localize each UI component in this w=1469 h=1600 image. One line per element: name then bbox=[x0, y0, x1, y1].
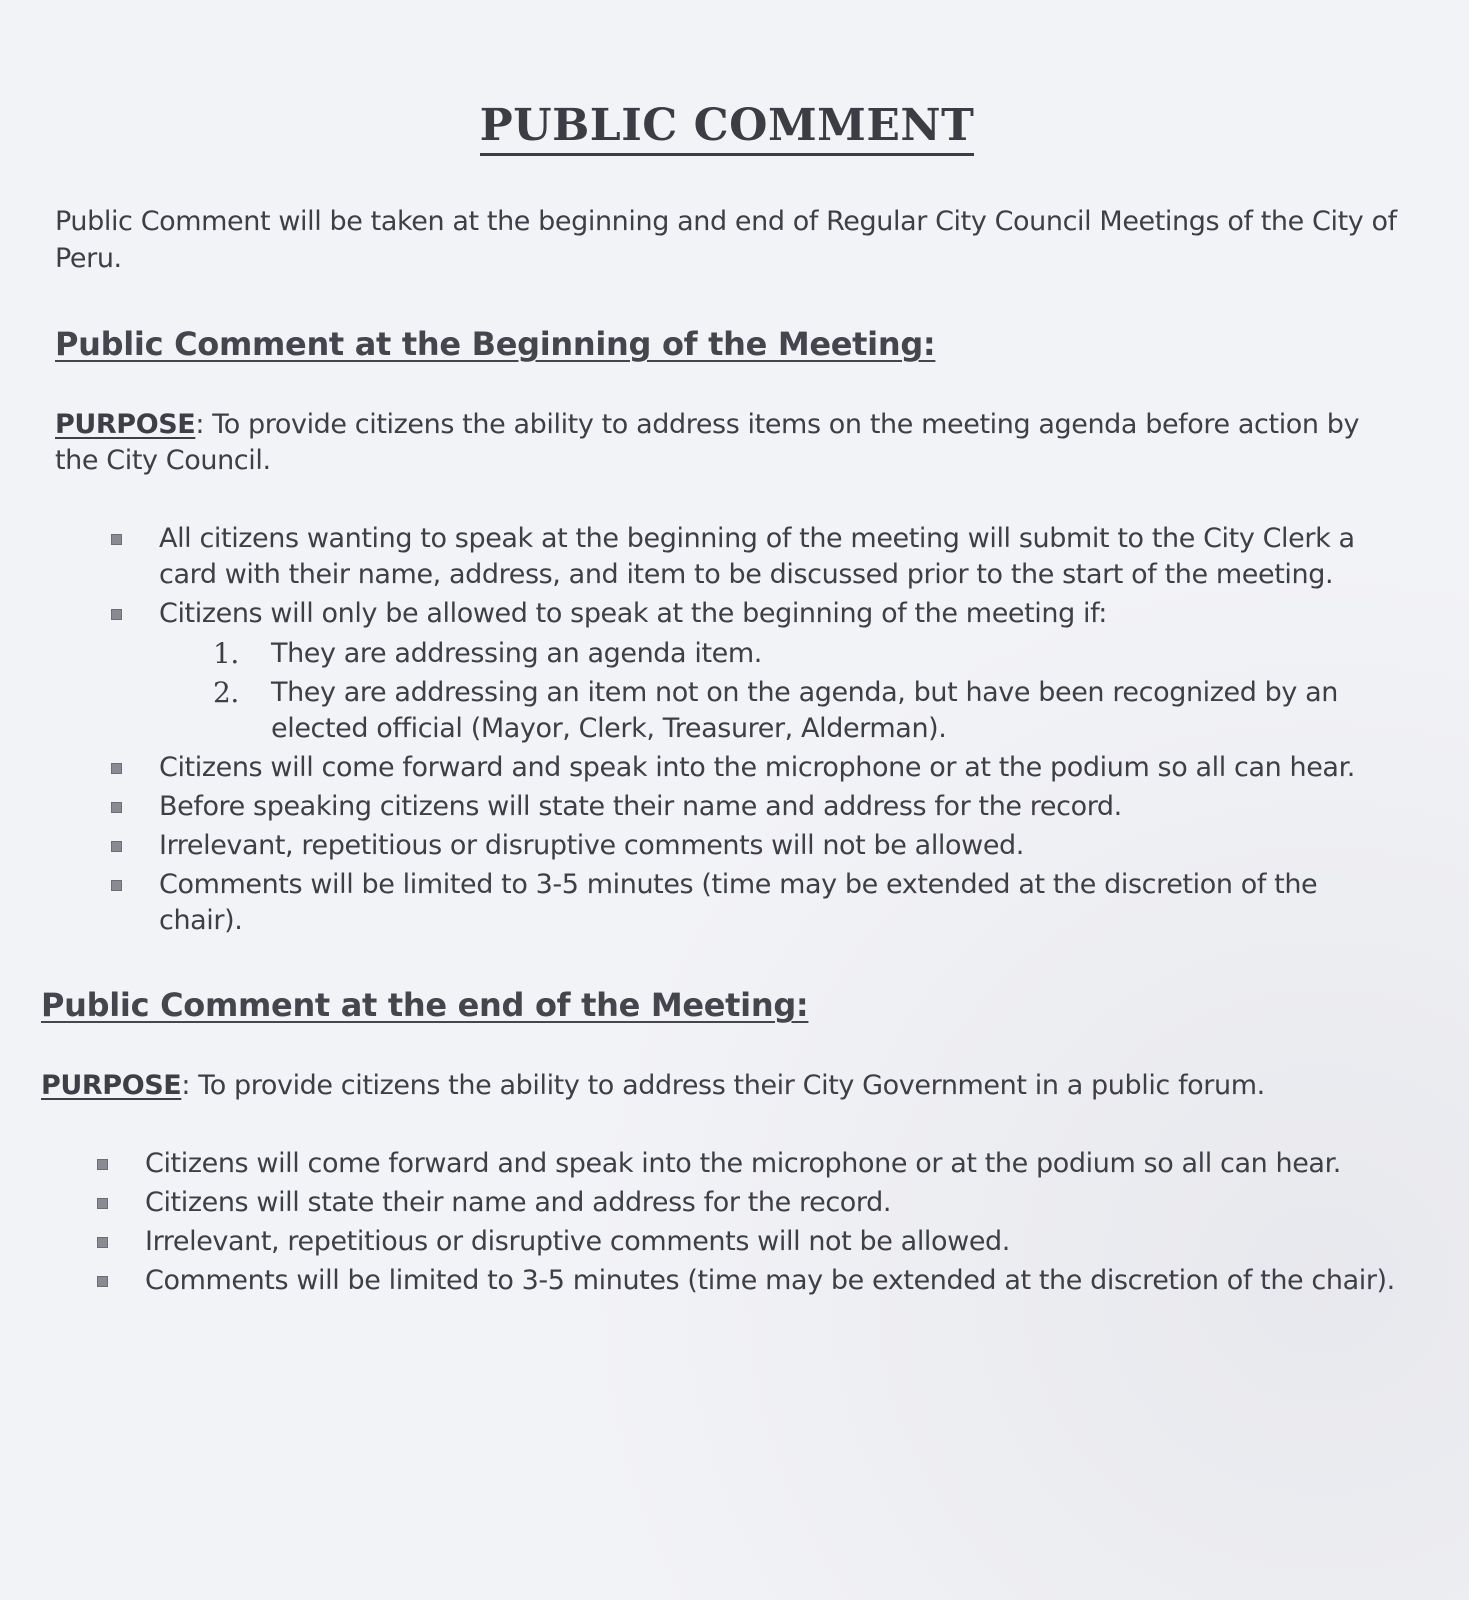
list-item: Comments will be limited to 3-5 minutes (time may be extended at the discretion of the chair). bbox=[105, 867, 1399, 939]
square-bullet-icon bbox=[97, 1276, 108, 1287]
square-bullet-icon bbox=[97, 1198, 108, 1209]
square-bullet-icon bbox=[111, 802, 122, 813]
list-item: Irrelevant, repetitious or disruptive comments will not be allowed. bbox=[105, 828, 1399, 864]
intro-paragraph: Public Comment will be taken at the beginning and end of Regular City Council Meetings of the City of Peru. bbox=[55, 206, 1397, 274]
condition-item: 1. They are addressing an agenda item. bbox=[213, 637, 762, 670]
square-bullet-icon bbox=[97, 1237, 108, 1248]
square-bullet-icon bbox=[111, 609, 122, 620]
list-item: Irrelevant, repetitious or disruptive comments will not be allowed. bbox=[91, 1224, 1399, 1260]
conditions-list bbox=[159, 636, 1399, 747]
list-item: All citizens wanting to speak at the beginning of the meeting will submit to the City Clerk a card with their name, address, and item to be discussed prior to the start of the meeting. bbox=[105, 521, 1399, 593]
list-item: Comments will be limited to 3-5 minutes (time may be extended at the discretion of the chair). bbox=[91, 1263, 1399, 1299]
square-bullet-icon bbox=[111, 841, 122, 852]
square-bullet-icon bbox=[111, 534, 122, 545]
list-item: Citizens will come forward and speak into the microphone or at the podium so all can hear. bbox=[105, 750, 1399, 786]
condition-item: 2. They are addressing an item not on the agenda, but have been recognized by an elected official (Mayor, Clerk, Treasurer, Alderman). bbox=[213, 676, 1339, 744]
list-item: Citizens will only be allowed to speak at the beginning of the meeting if: 1. They are addressing an agenda item. 2. They are addressing an item not on the agenda, but have been recognized by an elected official (Mayor, Clerk, Treasurer, Alderman). bbox=[105, 596, 1399, 747]
page-title: PUBLIC COMMENT bbox=[55, 100, 1399, 151]
condition-number: 2. bbox=[213, 676, 239, 709]
rules-list bbox=[55, 521, 1399, 939]
condition-number: 1. bbox=[213, 637, 239, 670]
purpose-paragraph bbox=[41, 1068, 1399, 1104]
rules-list bbox=[41, 1146, 1399, 1299]
section-beginning-of-meeting bbox=[55, 325, 1399, 939]
purpose-text: : To provide citizens the ability to address their City Government in a public forum. bbox=[181, 1070, 1265, 1101]
purpose-text: : To provide citizens the ability to address items on the meeting agenda before action by the City Council. bbox=[55, 409, 1360, 476]
section-end-of-meeting bbox=[41, 986, 1399, 1299]
list-item: Citizens will state their name and address for the record. bbox=[91, 1185, 1399, 1221]
purpose-label: PURPOSE bbox=[55, 409, 196, 440]
purpose-label: PURPOSE bbox=[41, 1070, 182, 1101]
square-bullet-icon bbox=[111, 880, 122, 891]
square-bullet-icon bbox=[111, 763, 122, 774]
square-bullet-icon bbox=[97, 1159, 108, 1170]
section-heading-beginning: Public Comment at the Beginning of the Meeting: bbox=[55, 325, 936, 363]
list-item: Before speaking citizens will state their name and address for the record. bbox=[105, 789, 1399, 825]
list-item: Citizens will come forward and speak into the microphone or at the podium so all can hear. bbox=[91, 1146, 1399, 1182]
purpose-paragraph bbox=[55, 407, 1399, 479]
section-heading-end: Public Comment at the end of the Meeting: bbox=[41, 986, 809, 1024]
